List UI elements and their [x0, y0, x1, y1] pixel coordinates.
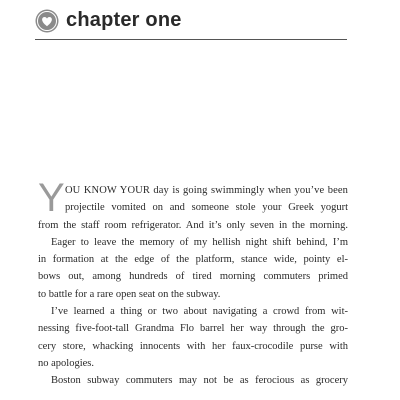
text-line: from the staff room refrigerator. And it’s only seven in the morning. [38, 219, 348, 231]
text-line: bows out, among hundreds of tired morning commuters primed [38, 271, 348, 283]
chapter-body [38, 176, 348, 390]
heart-icon [35, 9, 59, 33]
text-line: Boston subway commuters may not be as ferocious as grocery [51, 375, 348, 387]
text-line: to battle for a rare open seat on the subway. [38, 288, 221, 300]
text-line: Eager to leave the memory of my hellish night shift behind, I’m [51, 236, 348, 248]
chapter-header [35, 5, 347, 40]
chapter-title: chapter one [66, 9, 182, 31]
text-line: no apologies. [38, 357, 94, 369]
text-line: projectile vomited on and someone stole your Greek yogurt [65, 202, 348, 214]
text-line: I’ve learned a thing or two about navigating a crowd from wit- [51, 306, 348, 318]
text-line: OU KNOW YOUR day is going swimmingly when you’ve been [65, 185, 348, 196]
drop-cap: Y [38, 176, 65, 220]
text-line: nessing five-foot-tall Grandma Flo barrel her way through the gro- [38, 323, 348, 335]
text-line: cery store, whacking innocents with her faux-crocodile purse with [38, 340, 348, 352]
text-line: in formation at the edge of the platform, stance wide, pointy el- [38, 254, 348, 266]
